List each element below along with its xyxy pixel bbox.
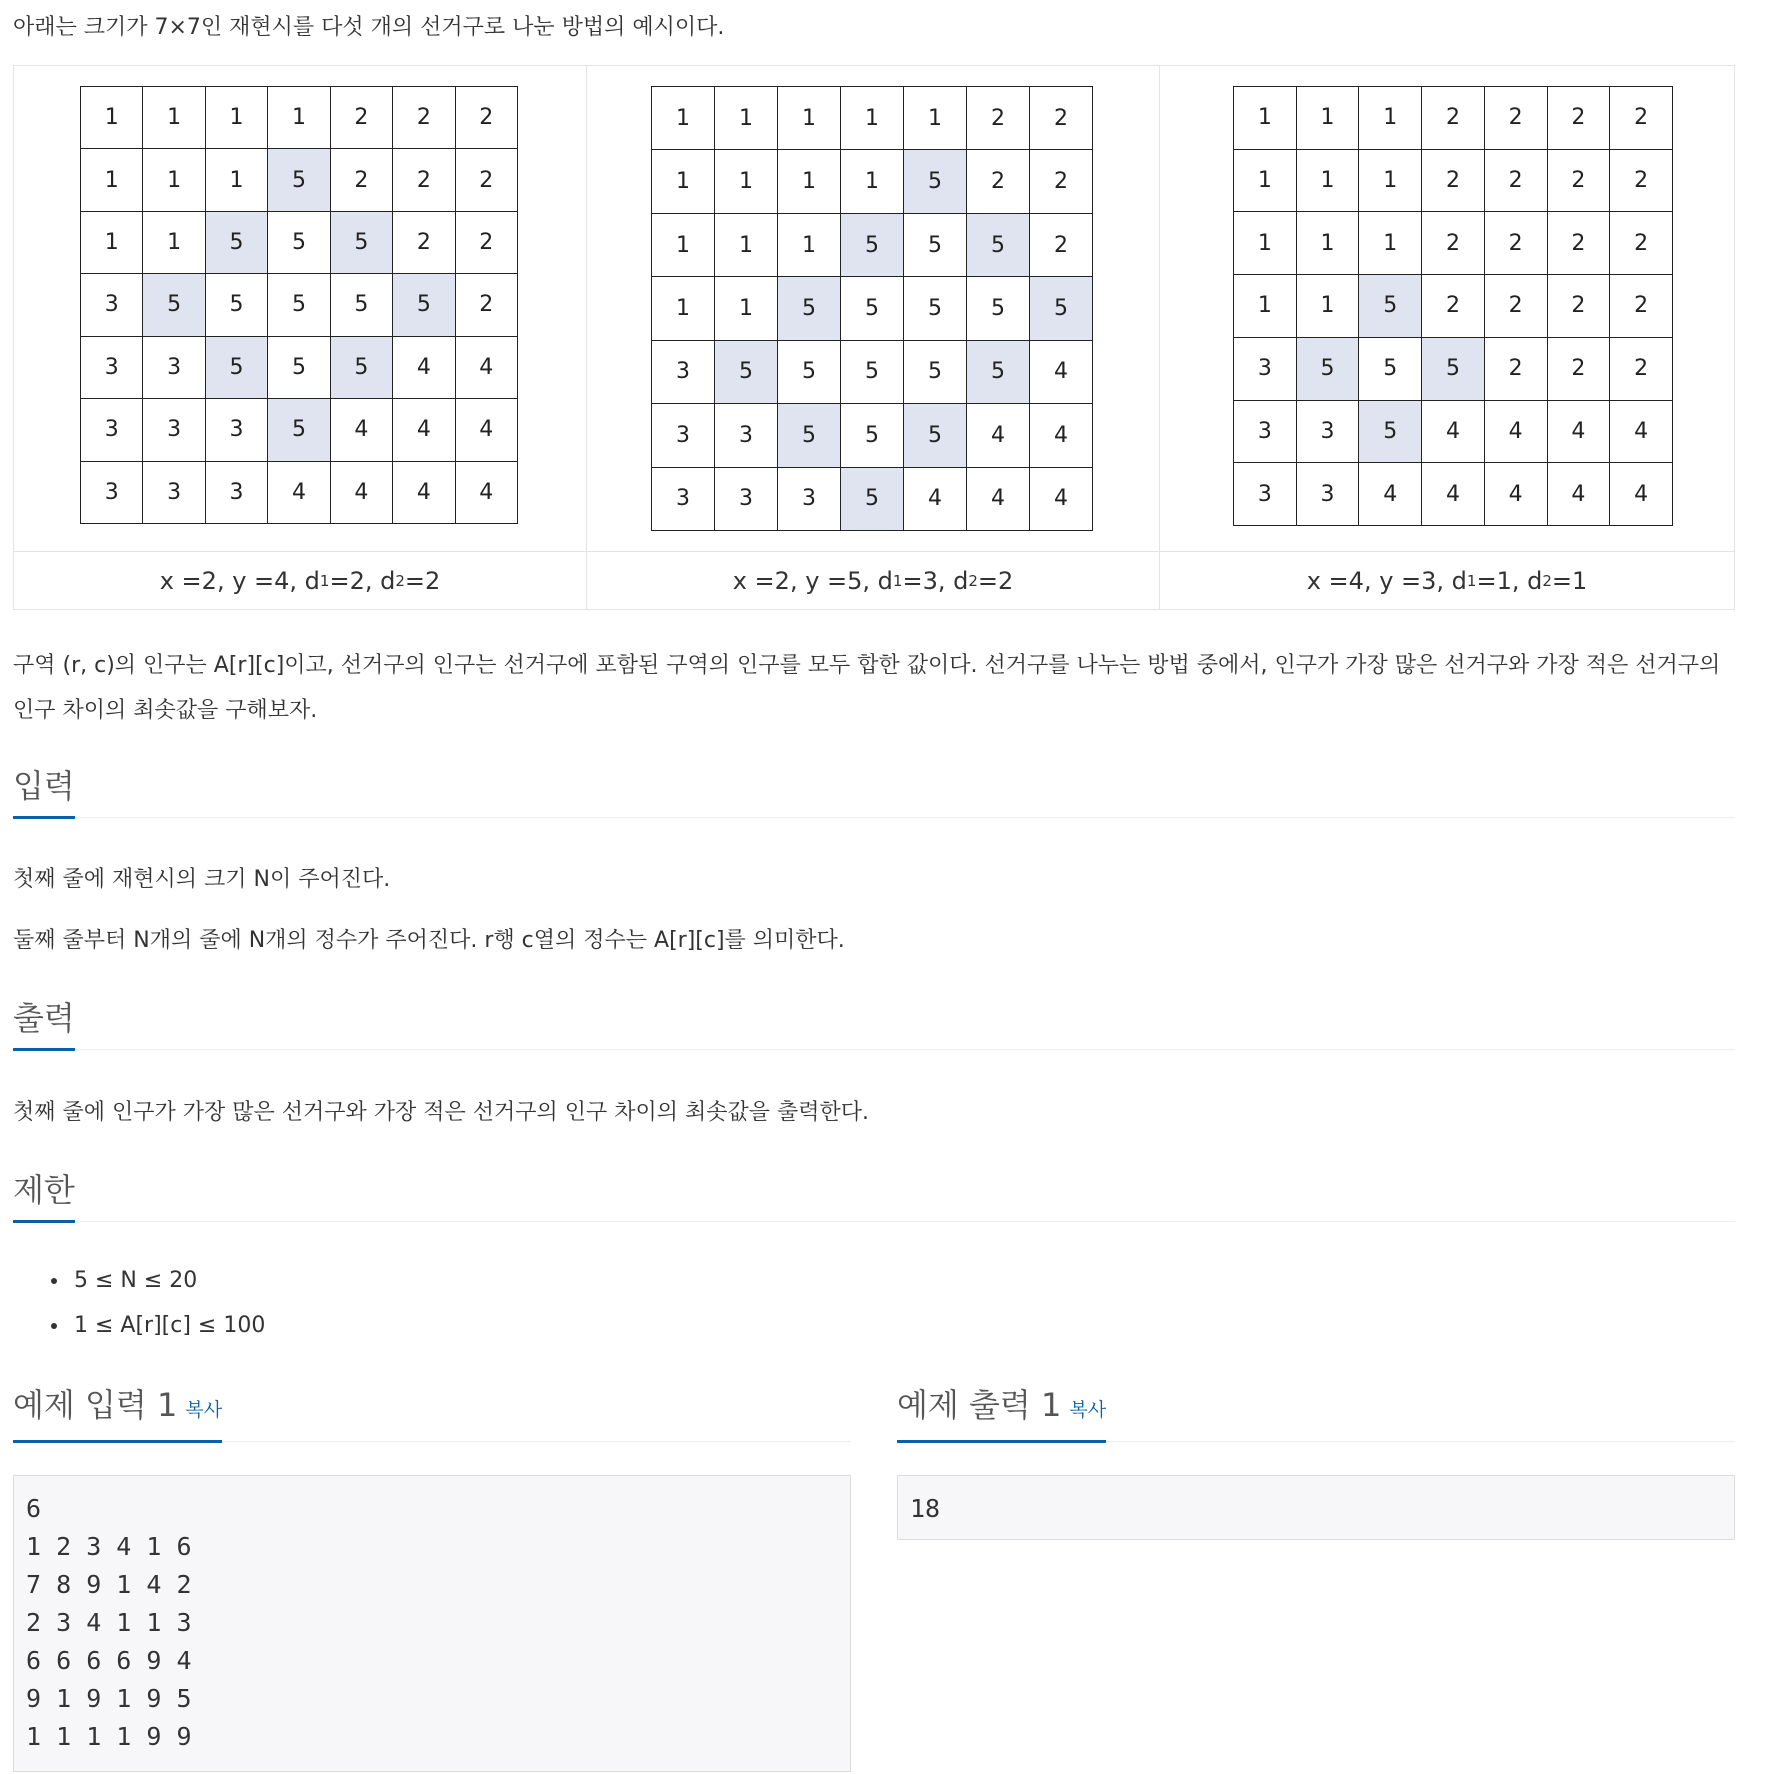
example-column-3: [1160, 66, 1734, 609]
grid-cell: 4: [1484, 463, 1547, 526]
output-section-header: [13, 994, 1735, 1050]
grid-cell: 5: [1422, 337, 1485, 400]
grid-cell: 1: [1296, 87, 1359, 150]
grid-cell: 5: [330, 336, 392, 398]
grid-cell: 2: [1610, 337, 1673, 400]
grid-cell: 4: [1422, 463, 1485, 526]
grid-cell: 1: [1296, 212, 1359, 275]
grid-cell: 2: [1030, 87, 1093, 150]
grid-cell: 3: [715, 404, 778, 467]
input-line-1: 첫째 줄에 재현시의 크기 N이 주어진다.: [13, 867, 391, 892]
grid-row: [1234, 149, 1673, 212]
grid-cell: 3: [205, 399, 267, 461]
grid-cell: 2: [1484, 87, 1547, 150]
grid-cell: 3: [1234, 337, 1297, 400]
grid-cell: 1: [81, 87, 143, 149]
grid-cell: 1: [143, 149, 205, 211]
grid-cell: 3: [1296, 400, 1359, 463]
grid-cell: 4: [330, 461, 392, 523]
grid-cell: 5: [904, 277, 967, 340]
grid-cell: 2: [1422, 275, 1485, 338]
grid-cell: 4: [1030, 340, 1093, 403]
grid-cell: 5: [268, 274, 330, 336]
grid-cell: 4: [330, 399, 392, 461]
sample-input-header: [13, 1386, 851, 1442]
grid-cell: 1: [715, 150, 778, 213]
grid-cell: 4: [1359, 463, 1422, 526]
grid-cell: 5: [268, 149, 330, 211]
grid-cell: 3: [143, 461, 205, 523]
grid-cell: 3: [81, 274, 143, 336]
grid-cell: 1: [841, 150, 904, 213]
grid-cell: 4: [1610, 400, 1673, 463]
grid-cell: 2: [1547, 212, 1610, 275]
grid-cell: 4: [1422, 400, 1485, 463]
limit-item: • 1 ≤ A[r][c] ≤ 100: [70, 1303, 265, 1348]
grid-cell: 1: [1296, 275, 1359, 338]
grid-cell: 1: [1234, 87, 1297, 150]
grid-row: [652, 467, 1093, 530]
sample-line: 9 1 9 1 9 5: [26, 1684, 192, 1713]
grid-cell: 1: [715, 213, 778, 276]
grid-cell: 1: [778, 87, 841, 150]
grid-cell: 2: [967, 87, 1030, 150]
sample-line: 1 1 1 1 9 9: [26, 1722, 192, 1751]
grid-cell: 5: [268, 399, 330, 461]
grid-cell: 2: [330, 87, 392, 149]
grid-cell: 2: [1484, 337, 1547, 400]
problem-description: 구역 (r, c)의 인구는 A[r][c]이고, 선거구의 인구는 선거구에 포함된 구역의 인구를 모두 합한 값이다. 선거구를 나누는 방법 중에서, 인구가 가장 많은 선거구와 가장 적은 선거구의 인구 차이의 최솟값을 구해보자.: [13, 653, 1721, 723]
grid-cell: 2: [330, 149, 392, 211]
input-section-title: 입력: [13, 764, 75, 819]
grid-cell: 4: [455, 461, 517, 523]
example-caption-1: x = 2 , y = 4 , d 1 = 2 , d 2 = 2: [14, 551, 586, 609]
grid-cell: 3: [143, 336, 205, 398]
grid-row: [81, 336, 518, 398]
grid-row: [81, 149, 518, 211]
grid-row: [81, 461, 518, 523]
grid-cell: 4: [1484, 400, 1547, 463]
example-column-2: [587, 66, 1160, 609]
grid-cell: 1: [715, 87, 778, 150]
grid-cell: 1: [652, 213, 715, 276]
grid-cell: 2: [455, 149, 517, 211]
sample-input-copy-button[interactable]: 복사: [185, 1399, 223, 1421]
example-column-1: [14, 66, 587, 609]
grid-row: [652, 277, 1093, 340]
limits-section-title: 제한: [13, 1168, 75, 1223]
sample-output-box: [897, 1475, 1735, 1540]
grid-cell: 1: [81, 149, 143, 211]
grid-cell: 3: [81, 399, 143, 461]
grid-cell: 1: [652, 87, 715, 150]
sample-input-title: 예제 입력 1 복사: [13, 1383, 222, 1443]
grid-cell: 5: [268, 336, 330, 398]
grid-cell: 1: [778, 213, 841, 276]
sample-output-copy-button[interactable]: 복사: [1069, 1399, 1107, 1421]
grid-cell: 4: [1610, 463, 1673, 526]
grid-cell: 5: [268, 211, 330, 273]
grid-cell: 2: [1547, 337, 1610, 400]
grid-cell: 3: [652, 467, 715, 530]
grid-cell: 1: [1359, 212, 1422, 275]
example-grid-3: [1233, 86, 1673, 526]
grid-cell: 5: [205, 211, 267, 273]
grid-cell: 3: [143, 399, 205, 461]
sample-line: 7 8 9 1 4 2: [26, 1570, 192, 1599]
grid-cell: 2: [1484, 212, 1547, 275]
grid-cell: 2: [1030, 150, 1093, 213]
grid-cell: 3: [652, 404, 715, 467]
grid-cell: 4: [1547, 463, 1610, 526]
grid-cell: 2: [967, 150, 1030, 213]
grid-row: [652, 87, 1093, 150]
sample-line: 2 3 4 1 1 3: [26, 1608, 192, 1637]
grid-cell: 1: [205, 149, 267, 211]
grid-cell: 1: [1234, 275, 1297, 338]
grid-cell: 1: [143, 211, 205, 273]
grid-cell: 3: [1234, 463, 1297, 526]
grid-cell: 2: [1030, 213, 1093, 276]
example-grid-2: [651, 86, 1093, 531]
sample-line: 6 6 6 6 9 4: [26, 1646, 192, 1675]
grid-cell: 5: [841, 213, 904, 276]
grid-row: [1234, 275, 1673, 338]
grid-row: [652, 340, 1093, 403]
output-line-1: 첫째 줄에 인구가 가장 많은 선거구와 가장 적은 선거구의 인구 차이의 최솟값을 출력한다.: [13, 1100, 869, 1125]
grid-row: [1234, 400, 1673, 463]
grid-row: [1234, 87, 1673, 150]
grid-cell: 5: [967, 213, 1030, 276]
grid-cell: 4: [393, 336, 455, 398]
grid-cell: 4: [1030, 404, 1093, 467]
grid-row: [652, 150, 1093, 213]
output-section-title: 출력: [13, 996, 75, 1051]
grid-cell: 2: [1484, 149, 1547, 212]
grid-cell: 1: [778, 150, 841, 213]
grid-cell: 1: [1234, 149, 1297, 212]
grid-cell: 2: [1547, 149, 1610, 212]
sample-line: 1 2 3 4 1 6: [26, 1532, 192, 1561]
examples-table: [13, 65, 1735, 610]
grid-cell: 2: [1547, 87, 1610, 150]
grid-cell: 1: [715, 277, 778, 340]
grid-cell: 2: [1547, 275, 1610, 338]
grid-cell: 2: [1422, 212, 1485, 275]
grid-cell: 5: [841, 467, 904, 530]
grid-cell: 5: [1030, 277, 1093, 340]
grid-cell: 5: [904, 150, 967, 213]
grid-cell: 4: [455, 399, 517, 461]
grid-cell: 3: [81, 336, 143, 398]
grid-cell: 4: [268, 461, 330, 523]
grid-cell: 5: [841, 277, 904, 340]
input-line-2: 둘째 줄부터 N개의 줄에 N개의 정수가 주어진다. r행 c열의 정수는 A[r][c]를 의미한다.: [13, 928, 845, 953]
grid-cell: 1: [652, 150, 715, 213]
grid-cell: 1: [1359, 87, 1422, 150]
grid-cell: 1: [1234, 212, 1297, 275]
grid-cell: 2: [1610, 212, 1673, 275]
grid-row: [1234, 337, 1673, 400]
grid-cell: 5: [967, 277, 1030, 340]
grid-cell: 5: [1296, 337, 1359, 400]
example-grid-1: [80, 86, 518, 524]
grid-cell: 2: [1422, 87, 1485, 150]
grid-cell: 5: [715, 340, 778, 403]
sample-line: 6: [26, 1494, 42, 1523]
grid-cell: 5: [330, 211, 392, 273]
grid-cell: 2: [455, 211, 517, 273]
grid-cell: 1: [652, 277, 715, 340]
grid-cell: 2: [1610, 87, 1673, 150]
grid-cell: 4: [393, 461, 455, 523]
sample-output-title: 예제 출력 1 복사: [897, 1383, 1106, 1443]
input-section-header: [13, 762, 1735, 818]
grid-cell: 5: [778, 340, 841, 403]
grid-cell: 1: [1296, 149, 1359, 212]
grid-cell: 3: [778, 467, 841, 530]
grid-cell: 2: [1610, 275, 1673, 338]
grid-row: [81, 87, 518, 149]
grid-cell: 2: [393, 211, 455, 273]
grid-cell: 2: [393, 87, 455, 149]
example-caption-3: x = 4 , y = 3 , d 1 = 1 , d 2 = 1: [1160, 551, 1734, 609]
grid-row: [81, 211, 518, 273]
grid-cell: 3: [652, 340, 715, 403]
intro-text: 아래는 크기가 7×7인 재현시를 다섯 개의 선거구로 나눈 방법의 예시이다.: [13, 15, 725, 40]
grid-cell: 4: [1547, 400, 1610, 463]
grid-cell: 1: [143, 87, 205, 149]
limits-list: [13, 1258, 265, 1348]
grid-cell: 3: [81, 461, 143, 523]
grid-cell: 3: [1234, 400, 1297, 463]
grid-cell: 4: [967, 467, 1030, 530]
grid-cell: 3: [1296, 463, 1359, 526]
grid-cell: 2: [1610, 149, 1673, 212]
limit-item: • 5 ≤ N ≤ 20: [70, 1258, 265, 1303]
grid-cell: 5: [841, 404, 904, 467]
grid-cell: 5: [1359, 337, 1422, 400]
grid-row: [652, 404, 1093, 467]
grid-row: [1234, 212, 1673, 275]
grid-cell: 5: [205, 274, 267, 336]
grid-cell: 5: [904, 213, 967, 276]
grid-cell: 5: [393, 274, 455, 336]
grid-cell: 5: [967, 340, 1030, 403]
grid-cell: 5: [778, 404, 841, 467]
grid-cell: 4: [1030, 467, 1093, 530]
limits-section-header: [13, 1166, 1735, 1222]
grid-cell: 5: [205, 336, 267, 398]
grid-cell: 5: [904, 404, 967, 467]
grid-cell: 1: [205, 87, 267, 149]
grid-cell: 5: [143, 274, 205, 336]
grid-cell: 5: [841, 340, 904, 403]
grid-cell: 1: [1359, 149, 1422, 212]
grid-cell: 2: [393, 149, 455, 211]
grid-cell: 4: [393, 399, 455, 461]
grid-cell: 5: [1359, 275, 1422, 338]
grid-row: [81, 399, 518, 461]
grid-cell: 2: [1422, 149, 1485, 212]
grid-cell: 5: [330, 274, 392, 336]
grid-cell: 4: [904, 467, 967, 530]
grid-row: [81, 274, 518, 336]
grid-cell: 4: [455, 336, 517, 398]
grid-cell: 3: [715, 467, 778, 530]
example-caption-2: x = 2 , y = 5 , d 1 = 3 , d 2 = 2: [587, 551, 1159, 609]
grid-cell: 1: [841, 87, 904, 150]
grid-cell: 3: [205, 461, 267, 523]
grid-cell: 4: [967, 404, 1030, 467]
grid-cell: 5: [904, 340, 967, 403]
sample-output-header: [897, 1386, 1735, 1442]
grid-cell: 5: [1359, 400, 1422, 463]
grid-row: [1234, 463, 1673, 526]
sample-input-box: [13, 1475, 851, 1772]
sample-line: 18: [910, 1494, 941, 1523]
grid-row: [652, 213, 1093, 276]
grid-cell: 1: [904, 87, 967, 150]
grid-cell: 2: [455, 274, 517, 336]
grid-cell: 1: [81, 211, 143, 273]
grid-cell: 1: [268, 87, 330, 149]
grid-cell: 2: [455, 87, 517, 149]
grid-cell: 2: [1484, 275, 1547, 338]
grid-cell: 5: [778, 277, 841, 340]
